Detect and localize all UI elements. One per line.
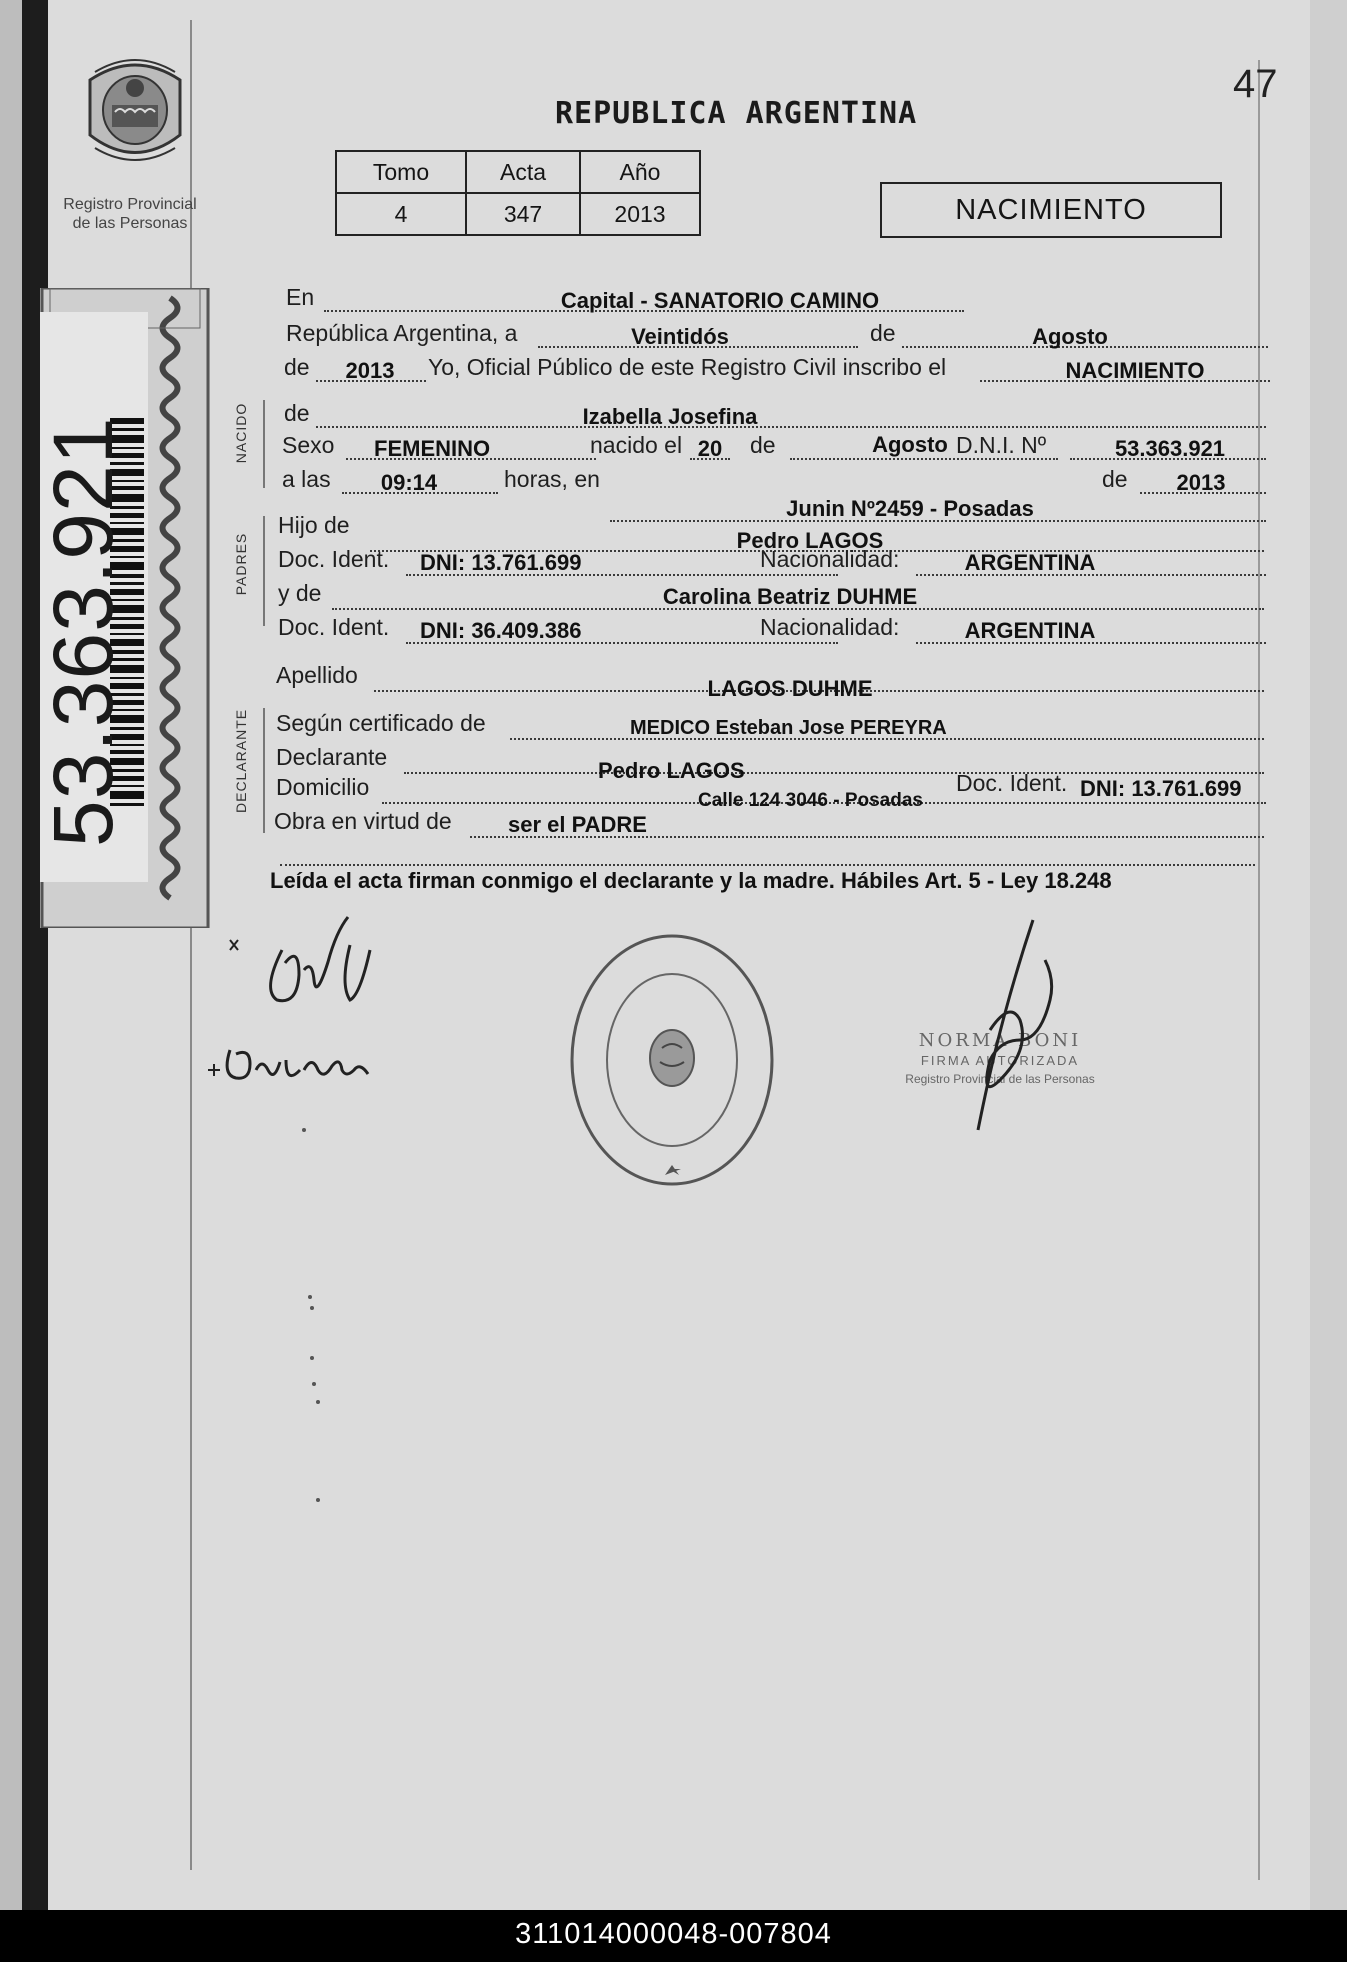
value-padre: Pedro LAGOS [736, 528, 884, 553]
label-nacido-de-anio: de [1102, 466, 1128, 492]
label-doc-ident-madre: Doc. Ident. [278, 614, 390, 640]
value-lugar: Junin Nº2459 - Posadas [786, 496, 1034, 521]
label-nacido-el: nacido el [590, 432, 683, 458]
registry-emblem-icon [70, 50, 200, 170]
registry-table [335, 150, 701, 236]
row-madre-doc [280, 614, 1270, 650]
value-dni: 53.363.921 [1114, 436, 1226, 461]
value-madre-doc: DNI: 36.409.386 [420, 618, 582, 643]
label-certificado: Según certificado de [276, 710, 486, 736]
row-sexo [280, 432, 1270, 468]
ink-speck [310, 1306, 314, 1310]
ink-speck [316, 1400, 320, 1404]
registry-caption-line2: de las Personas [72, 215, 188, 232]
nacido-bracket [263, 400, 265, 488]
label-de-nombre: de [284, 400, 310, 426]
header-anio: Año [580, 151, 700, 193]
document-type-box: NACIMIENTO [880, 182, 1222, 238]
label-doc-ident-declarante: Doc. Ident. [956, 770, 1068, 796]
blank-dotted-line [280, 864, 1255, 866]
value-nombre: Izabella Josefina [582, 404, 758, 429]
label-en: En [286, 284, 315, 310]
header-tomo: Tomo [336, 151, 466, 193]
value-tomo: 4 [336, 193, 466, 235]
declarant-signature [200, 910, 440, 1100]
document-title: REPUBLICA ARGENTINA [555, 96, 918, 131]
value-hora: 09:14 [380, 470, 438, 495]
value-madre-nacionalidad: ARGENTINA [964, 618, 1096, 643]
label-nacionalidad-padre: Nacionalidad: [760, 546, 900, 572]
value-padre-doc: DNI: 13.761.699 [420, 550, 582, 575]
section-label-nacido: NACIDO [233, 402, 249, 464]
value-certificado: MEDICO Esteban Jose PEREYRA [630, 717, 947, 739]
label-obra: Obra en virtud de [274, 808, 452, 834]
declarante-bracket [263, 708, 265, 833]
row-nombre [280, 400, 1270, 436]
value-en: Capital - SANATORIO CAMINO [560, 288, 880, 313]
closing-statement: Leída el acta firman conmigo el declarante y la madre. Hábiles Art. 5 - Ley 18.248 [270, 868, 1112, 893]
label-de-anio: de [284, 354, 310, 380]
section-label-padres: PADRES [233, 532, 249, 596]
value-inscribo: NACIMIENTO [1065, 358, 1205, 383]
row-padre-doc [280, 546, 1270, 582]
ink-speck [310, 1356, 314, 1360]
label-doc-ident-padre: Doc. Ident. [278, 546, 390, 572]
label-nacionalidad-madre: Nacionalidad: [760, 614, 900, 640]
registry-table-header [336, 151, 700, 193]
value-domicilio: Calle 124 3046 - Posadas [698, 790, 923, 811]
row-en [280, 284, 1270, 320]
ink-speck [302, 1128, 306, 1132]
row-certificado [276, 710, 1270, 746]
stamp-office: Registro Provincial de las Personas [905, 1072, 1095, 1086]
registry-caption [55, 195, 205, 233]
official-seal [565, 930, 780, 1190]
header-acta: Acta [466, 151, 580, 193]
label-de-mes: de [870, 320, 896, 346]
section-label-declarante: DECLARANTE [233, 708, 249, 813]
registry-caption-line1: Registro Provincial [63, 196, 197, 213]
label-hijo-de: Hijo de [278, 512, 350, 538]
row-fecha [280, 320, 1270, 356]
value-madre: Carolina Beatriz DUHME [662, 584, 918, 609]
row-apellido [276, 662, 1270, 701]
official-signature [930, 910, 1070, 1140]
label-republica: República Argentina, a [286, 320, 518, 346]
value-nacido-anio: 2013 [1176, 470, 1226, 495]
label-horas-en: horas, en [504, 466, 600, 492]
label-domicilio: Domicilio [276, 774, 370, 800]
label-declarante: Declarante [276, 744, 388, 770]
stamp-title: FIRMA AUTORIZADA [920, 1053, 1080, 1068]
ink-speck [308, 1295, 312, 1299]
ink-speck [316, 1498, 320, 1502]
value-acta: 347 [466, 193, 580, 235]
value-nacido-dia: 20 [697, 436, 723, 461]
barcode-number: 53.363.921 [36, 416, 130, 847]
value-padre-nacionalidad: ARGENTINA [964, 550, 1096, 575]
label-nacido-de: de [750, 432, 776, 458]
label-sexo: Sexo [282, 432, 335, 458]
value-nacido-mes: Agosto [872, 432, 948, 457]
value-dia: Veintidós [631, 324, 729, 349]
value-anio: 2013 [580, 193, 700, 235]
value-apellido: LAGOS DUHME [707, 676, 873, 701]
value-mes: Agosto [1032, 324, 1108, 349]
ink-speck [312, 1382, 316, 1386]
label-apellido: Apellido [276, 662, 358, 688]
value-obra: ser el PADRE [508, 812, 647, 837]
book-spine-edge [0, 0, 22, 1910]
label-dni: D.N.I. Nº [956, 432, 1047, 458]
value-declarante-doc: DNI: 13.761.699 [1080, 776, 1242, 801]
page-number: 47 [1233, 62, 1278, 106]
label-inscribo: Yo, Oficial Público de este Registro Civil inscribo el [428, 354, 947, 380]
value-declarante: Pedro LAGOS [598, 758, 745, 783]
value-sexo: FEMENINO [374, 436, 491, 461]
document-identifier: 311014000048-007804 [515, 1918, 832, 1950]
stamp-name: NORMA BONI [918, 1030, 1082, 1051]
label-y-de: y de [278, 580, 322, 606]
padres-bracket [263, 516, 265, 626]
row-inscripcion [280, 354, 1270, 390]
row-obra [274, 808, 1270, 844]
label-a-las: a las [282, 466, 331, 492]
registry-table-values [336, 193, 700, 235]
row-madre [280, 580, 1270, 616]
value-anio: 2013 [345, 358, 395, 383]
row-padre [278, 512, 1270, 553]
